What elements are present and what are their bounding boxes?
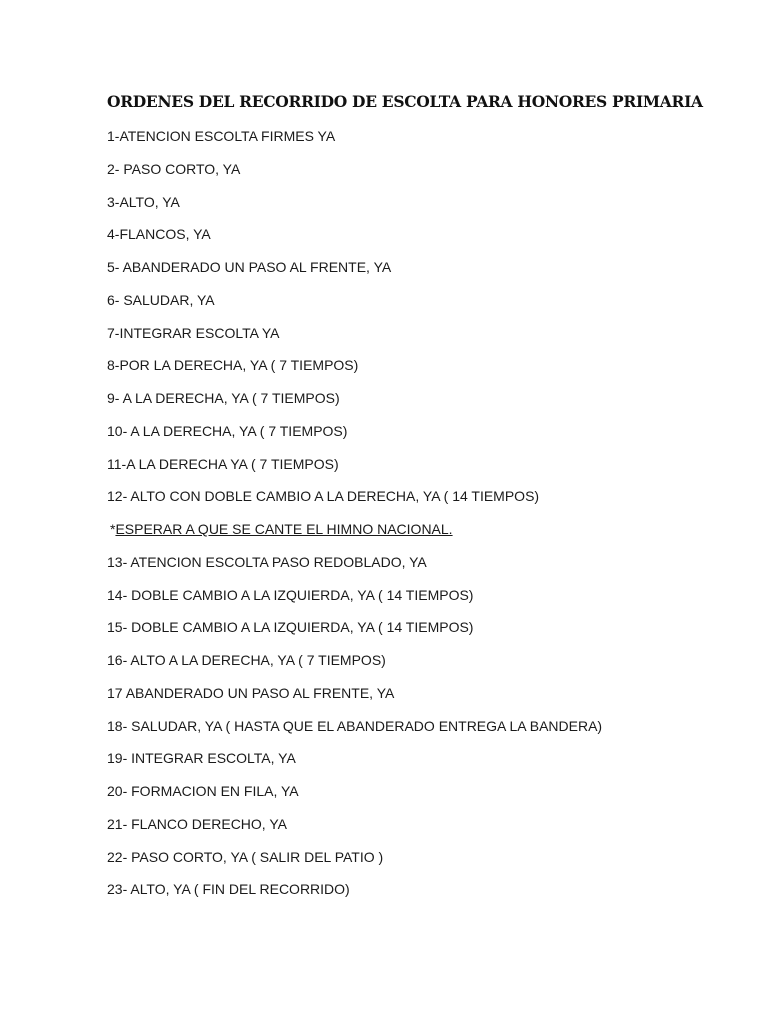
- order-line-16: 16- ALTO A LA DERECHA, YA ( 7 TIEMPOS): [107, 652, 386, 668]
- order-line-17: 17 ABANDERADO UN PASO AL FRENTE, YA: [107, 684, 395, 701]
- order-line-23: 23- ALTO, YA ( FIN DEL RECORRIDO): [107, 881, 350, 898]
- order-line-14: 14- DOBLE CAMBIO A LA IZQUIERDA, YA ( 14 TIEMPOS): [107, 586, 474, 603]
- order-line-13: 13- ATENCION ESCOLTA PASO REDOBLADO, YA: [107, 553, 427, 570]
- order-line-2: 2- PASO CORTO, YA: [107, 160, 241, 177]
- order-line-19: 19- INTEGRAR ESCOLTA, YA: [107, 750, 296, 767]
- anthem-note: [107, 519, 602, 552]
- order-line-3: 3-ALTO, YA: [107, 193, 180, 210]
- order-line-21: 21- FLANCO DERECHO, YA: [107, 815, 287, 832]
- order-line-9: 9- A LA DERECHA, YA ( 7 TIEMPOS): [107, 390, 340, 406]
- order-line-11: 11-A LA DERECHA YA ( 7 TIEMPOS): [107, 455, 339, 472]
- order-line-7: 7-INTEGRAR ESCOLTA YA: [107, 324, 280, 341]
- document-title: ORDENES DEL RECORRIDO DE ESCOLTA PARA HONORES PRIMARIA: [107, 92, 703, 111]
- order-line-15: 15- DOBLE CAMBIO A LA IZQUIERDA, YA ( 14 TIEMPOS): [107, 619, 474, 636]
- order-line-18: 18- SALUDAR, YA ( HASTA QUE EL ABANDERADO ENTREGA LA BANDERA): [107, 717, 603, 734]
- order-line-4: 4-FLANCOS, YA: [107, 226, 211, 243]
- note-text: ESPERAR A QUE SE CANTE EL HIMNO NACIONAL.: [115, 521, 453, 537]
- order-line-10: 10- A LA DERECHA, YA ( 7 TIEMPOS): [107, 422, 348, 439]
- orders-list: [107, 126, 602, 912]
- note-prefix: *: [110, 521, 116, 537]
- order-line-8: 8-POR LA DERECHA, YA ( 7 TIEMPOS): [107, 357, 359, 374]
- order-line-12: 12- ALTO CON DOBLE CAMBIO A LA DERECHA, YA ( 14 TIEMPOS): [107, 488, 540, 505]
- order-line-22: 22- PASO CORTO, YA ( SALIR DEL PATIO ): [107, 848, 384, 865]
- order-line-20: 20- FORMACION EN FILA, YA: [107, 783, 299, 799]
- order-line-1: 1-ATENCION ESCOLTA FIRMES YA: [107, 128, 336, 144]
- order-line-5: 5- ABANDERADO UN PASO AL FRENTE, YA: [107, 259, 392, 275]
- order-line-6: 6- SALUDAR, YA: [107, 291, 215, 308]
